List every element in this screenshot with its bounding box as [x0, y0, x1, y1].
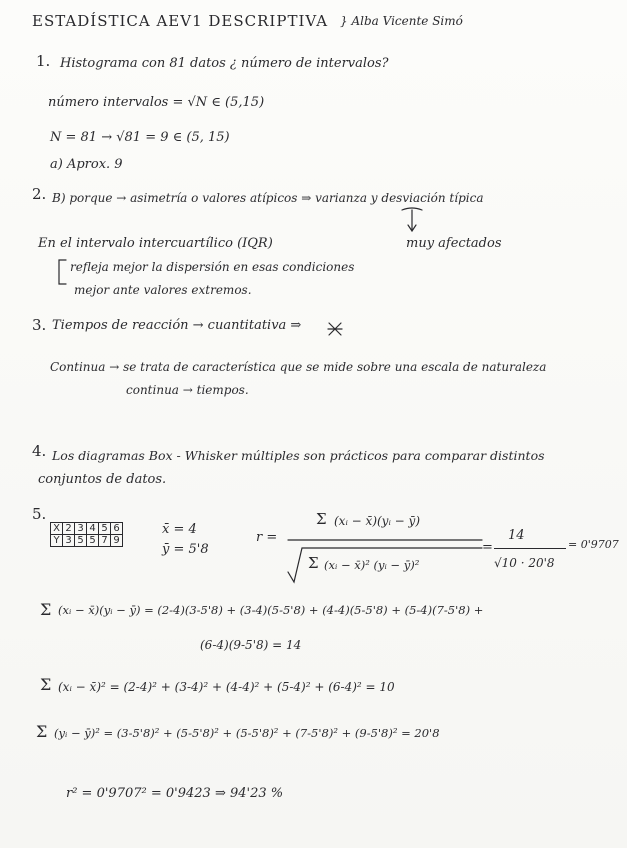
y-cell: 9 [111, 535, 123, 547]
r-squared: r² = 0'9707² = 0'9423 ⇒ 94'23 % [66, 786, 284, 801]
r-denominator: (xᵢ − x̄)² (yᵢ − ȳ)² [324, 558, 420, 572]
r-fraction-den: √10 · 20'8 [494, 556, 555, 570]
y-header: Y [51, 535, 63, 547]
sigma-symbol: Σ [40, 675, 52, 694]
q2-number: 2. [32, 185, 47, 203]
q2-reason1: refleja mejor la dispersión en esas condiciones [70, 260, 355, 274]
sum-yy: (yᵢ − ȳ)² = (3-5'8)² + (5-5'8)² + (5-5'8)² + (7-5'8)² + (9-5'8)² = 20'8 [54, 726, 440, 740]
x-cell: 3 [75, 523, 87, 535]
q4-line1: Los diagramas Box - Whisker múltiples son prácticos para comparar distintos [52, 448, 545, 463]
x-cell: 4 [87, 523, 99, 535]
y-cell: 5 [87, 535, 99, 547]
brace-mark: } [340, 14, 348, 28]
q3-line1: Continua → se trata de característica que se mide sobre una escala de naturaleza [50, 360, 547, 374]
y-cell: 5 [75, 535, 87, 547]
equals-sign: = [482, 540, 493, 555]
q2-affected: muy afectados [406, 236, 502, 251]
y-cell: 3 [63, 535, 75, 547]
sigma-symbol: Σ [36, 722, 48, 741]
q1-calc: N = 81 → √81 = 9 ∈ (5, 15) [50, 130, 230, 145]
x-cell: 6 [111, 523, 123, 535]
q3-number: 3. [32, 316, 47, 334]
sum-xx: (xᵢ − x̄)² = (2-4)² + (3-4)² + (4-4)² + (5-4)² + (6-4)² = 10 [58, 680, 395, 694]
q2-bracket [56, 258, 70, 288]
sum-xy-line1: (xᵢ − x̄)(yᵢ − ȳ) = (2-4)(3-5'8) + (3-4)(5-5'8) + (4-4)(5-5'8) + (5-4)(7-5'8) + [58, 603, 484, 617]
x-cell: 2 [63, 523, 75, 535]
page-title: ESTADÍSTICA AEV1 DESCRIPTIVA [32, 12, 329, 30]
q2-reason2: mejor ante valores extremos. [74, 283, 252, 297]
data-table [50, 522, 123, 547]
q1-question: Histograma con 81 datos ¿ número de intervalos? [60, 56, 389, 71]
q3-text: Tiempos de reacción → cuantitativa ⇒ [52, 318, 302, 333]
q4-line2: conjuntos de datos. [38, 472, 167, 487]
sigma-symbol: Σ [40, 600, 52, 619]
sum-xy-line2: (6-4)(9-5'8) = 14 [200, 638, 302, 652]
q1-number: 1. [36, 52, 51, 70]
sigma-symbol: Σ [308, 554, 319, 572]
y-row [51, 535, 123, 547]
author-name [340, 14, 463, 28]
q2-text: B) porque → asimetría o valores atípicos ⇒ varianza y desviación típica [52, 191, 484, 205]
y-mean: ȳ = 5'8 [162, 542, 209, 557]
sigma-symbol: Σ [316, 510, 327, 528]
q4-number: 4. [32, 442, 47, 460]
x-row [51, 523, 123, 535]
x-cell: 5 [99, 523, 111, 535]
author-label: Alba Vicente Simó [351, 14, 463, 28]
r-fraction-num: 14 [508, 528, 525, 543]
affected-arrow [400, 206, 424, 236]
r-value: = 0'9707 [568, 538, 619, 551]
q1-answer: a) Aprox. 9 [50, 157, 123, 172]
x-header: X [51, 523, 63, 535]
r-fraction-line [494, 548, 566, 549]
x-mean: x̄ = 4 [162, 522, 197, 537]
q5-number: 5. [32, 505, 47, 523]
r-label: r = [256, 530, 278, 545]
r-numerator: (xᵢ − x̄)(yᵢ − ȳ) [334, 514, 421, 528]
q3-line2: continua → tiempos. [126, 383, 249, 397]
cross-mark [326, 320, 344, 338]
q2-iqr: En el intervalo intercuartílico (IQR) [38, 236, 273, 251]
q1-rule: número intervalos = √N ∈ (5,15) [48, 95, 265, 110]
y-cell: 7 [99, 535, 111, 547]
